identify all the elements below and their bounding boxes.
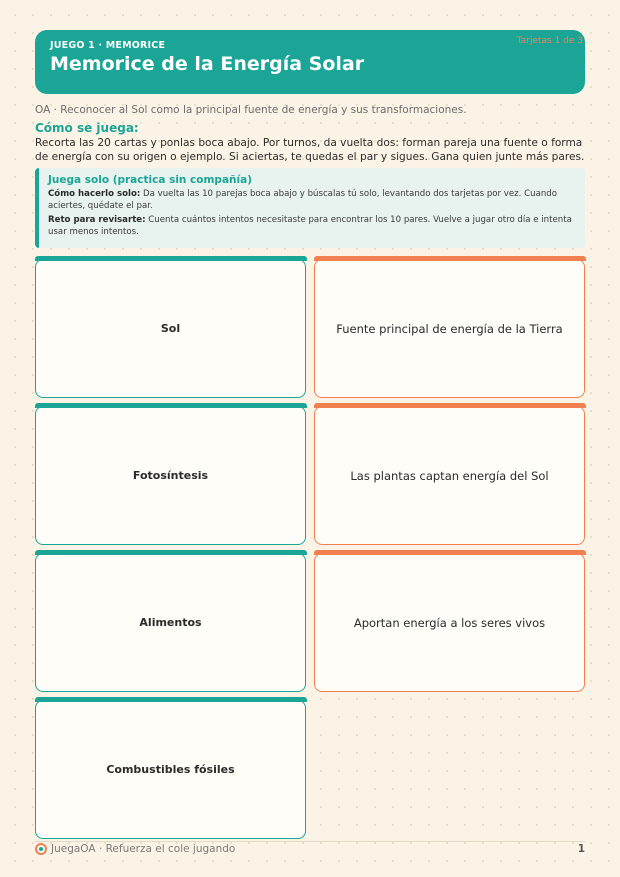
card-label: Fuente principal de energía de la Tierra [336, 321, 563, 336]
juegaoa-logo-icon [35, 843, 47, 855]
memory-card-definition[interactable] [314, 406, 585, 545]
solo-how-text: Da vuelta las 10 parejas boca abajo y búscalas tú solo, levantando dos tarjetas por vez. Cuando aciertes, quédate el par. [48, 189, 558, 211]
page-footer [35, 843, 585, 857]
solo-how-line [48, 188, 575, 212]
page-title: Memorice de la Energía Solar [50, 53, 365, 75]
how-to-play-title: Cómo se juega: [35, 121, 139, 135]
memory-card-concept[interactable] [35, 553, 306, 692]
footer-divider [35, 841, 585, 842]
page-header [35, 30, 585, 94]
card-label: Alimentos [139, 616, 202, 629]
learning-objective: OA · Reconocer al Sol como la principal fuente de energía y sus transformaciones. [35, 104, 467, 116]
card-label: Fotosíntesis [132, 469, 209, 482]
card-label: Combustibles fósiles [106, 763, 235, 776]
footer-brand: JuegaOA · Refuerza el cole jugando [51, 843, 236, 855]
card-label: Aportan energía a los seres vivos [353, 615, 546, 630]
solo-how-label: Cómo hacerlo solo: [48, 189, 141, 199]
card-label: Sol [160, 322, 181, 335]
solo-challenge-line [48, 214, 575, 238]
page-number: 1 [577, 843, 585, 855]
how-to-play-text: Recorta las 20 cartas y ponlas boca abajo. Por turnos, da vuelta dos: forman pareja una fuente o forma de energía con su origen o ejemplo. Si aciertas, te quedas el par y sigues. Gana quien junte más pares. [35, 137, 585, 163]
solo-challenge-text: Cuenta cuántos intentos necesitaste para encontrar los 10 pares. Vuelve a jugar otro día e intenta usar menos intentos. [48, 215, 572, 237]
solo-play-box [35, 168, 585, 248]
memory-card-definition[interactable] [314, 553, 585, 692]
memory-card-definition[interactable] [314, 259, 585, 398]
solo-play-title: Juega solo (practica sin compañía) [48, 174, 252, 186]
game-kicker: JUEGO 1 · MEMORICE [50, 40, 166, 51]
solo-challenge-label: Reto para revisarte: [48, 215, 146, 225]
memory-card-concept[interactable] [35, 406, 306, 545]
sheet-label: Tarjetas 1 de 3 [516, 36, 583, 46]
memory-card-concept[interactable] [35, 700, 306, 839]
memory-card-concept[interactable] [35, 259, 306, 398]
card-label: Las plantas captan energía del Sol [350, 468, 549, 483]
